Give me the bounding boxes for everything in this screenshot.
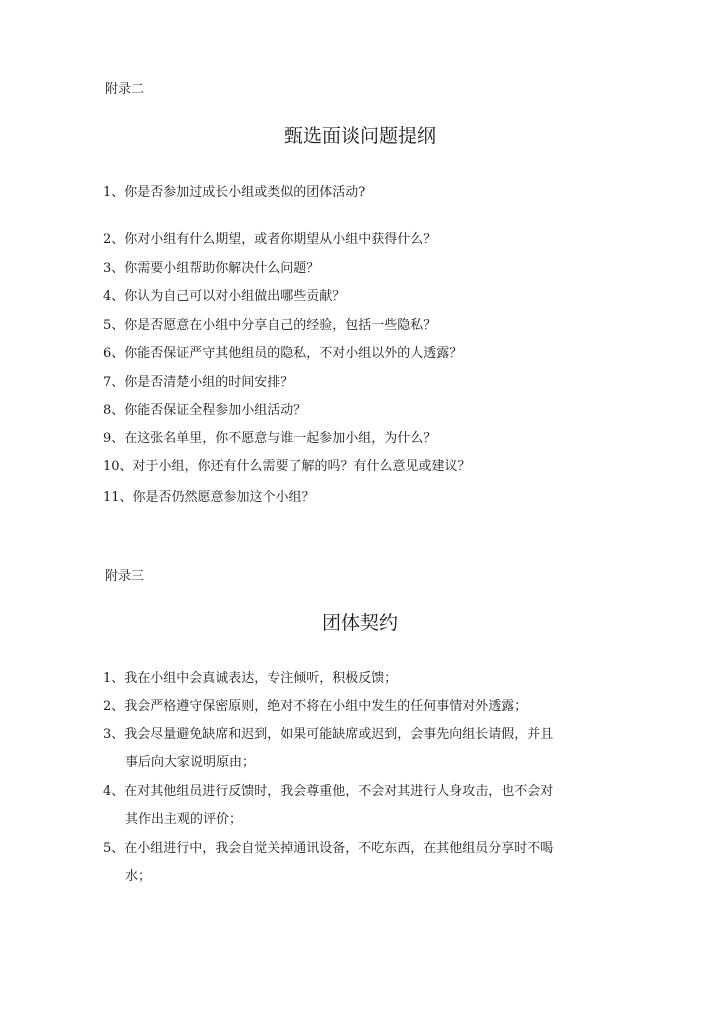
contract-clause-4: 4、在对其他组员进行反馈时，我会尊重他，不会对其进行人身攻击，也不会对 xyxy=(103,784,554,799)
question-4: 4、你认为自己可以对小组做出哪些贡献？ xyxy=(103,289,346,304)
appendix-2-title: 甄选面谈问题提纲 xyxy=(283,125,436,147)
question-6: 6、你能否保证严守其他组员的隐私，不对小组以外的人透露？ xyxy=(103,346,463,361)
question-10: 10、对于小组，你还有什么需要了解的吗？有什么意见或建议？ xyxy=(103,459,471,474)
question-7: 7、你是否清楚小组的时间安排？ xyxy=(103,375,294,390)
question-5: 5、你是否愿意在小组中分享自己的经验，包括一些隐私？ xyxy=(103,318,437,333)
question-8: 8、你能否保证全程参加小组活动？ xyxy=(103,403,307,418)
contract-clause-3-continued: 事后向大家说明原由； xyxy=(125,755,256,770)
appendix-2-label: 附录二 xyxy=(105,82,145,97)
question-11: 11、你是否仍然愿意参加这个小组？ xyxy=(103,490,315,505)
question-2: 2、你对小组有什么期望，或者你期望从小组中获得什么？ xyxy=(103,232,437,247)
question-9: 9、在这张名单里，你不愿意与谁一起参加小组，为什么？ xyxy=(103,431,437,446)
appendix-3-title: 团体契约 xyxy=(321,612,398,634)
contract-clause-3: 3、我会尽量避免缺席和迟到，如果可能缺席或迟到，会事先向组长请假，并且 xyxy=(103,727,554,742)
contract-clause-2: 2、我会严格遵守保密原则，绝对不将在小组中发生的任何事情对外透露； xyxy=(103,699,528,714)
appendix-3-label: 附录三 xyxy=(105,569,145,584)
contract-clause-5-continued: 水； xyxy=(125,869,152,884)
contract-clause-5: 5、在小组进行中，我会自觉关掉通讯设备，不吃东西，在其他组员分享时不喝 xyxy=(103,841,554,856)
question-1: 1、你是否参加过成长小组或类似的团体活动? xyxy=(103,185,366,200)
contract-clause-1: 1、我在小组中会真诚表达，专注倾听，积极反馈； xyxy=(103,671,398,686)
contract-clause-4-continued: 其作出主观的评价； xyxy=(125,812,243,827)
question-3: 3、你需要小组帮助你解决什么问题？ xyxy=(103,261,320,276)
